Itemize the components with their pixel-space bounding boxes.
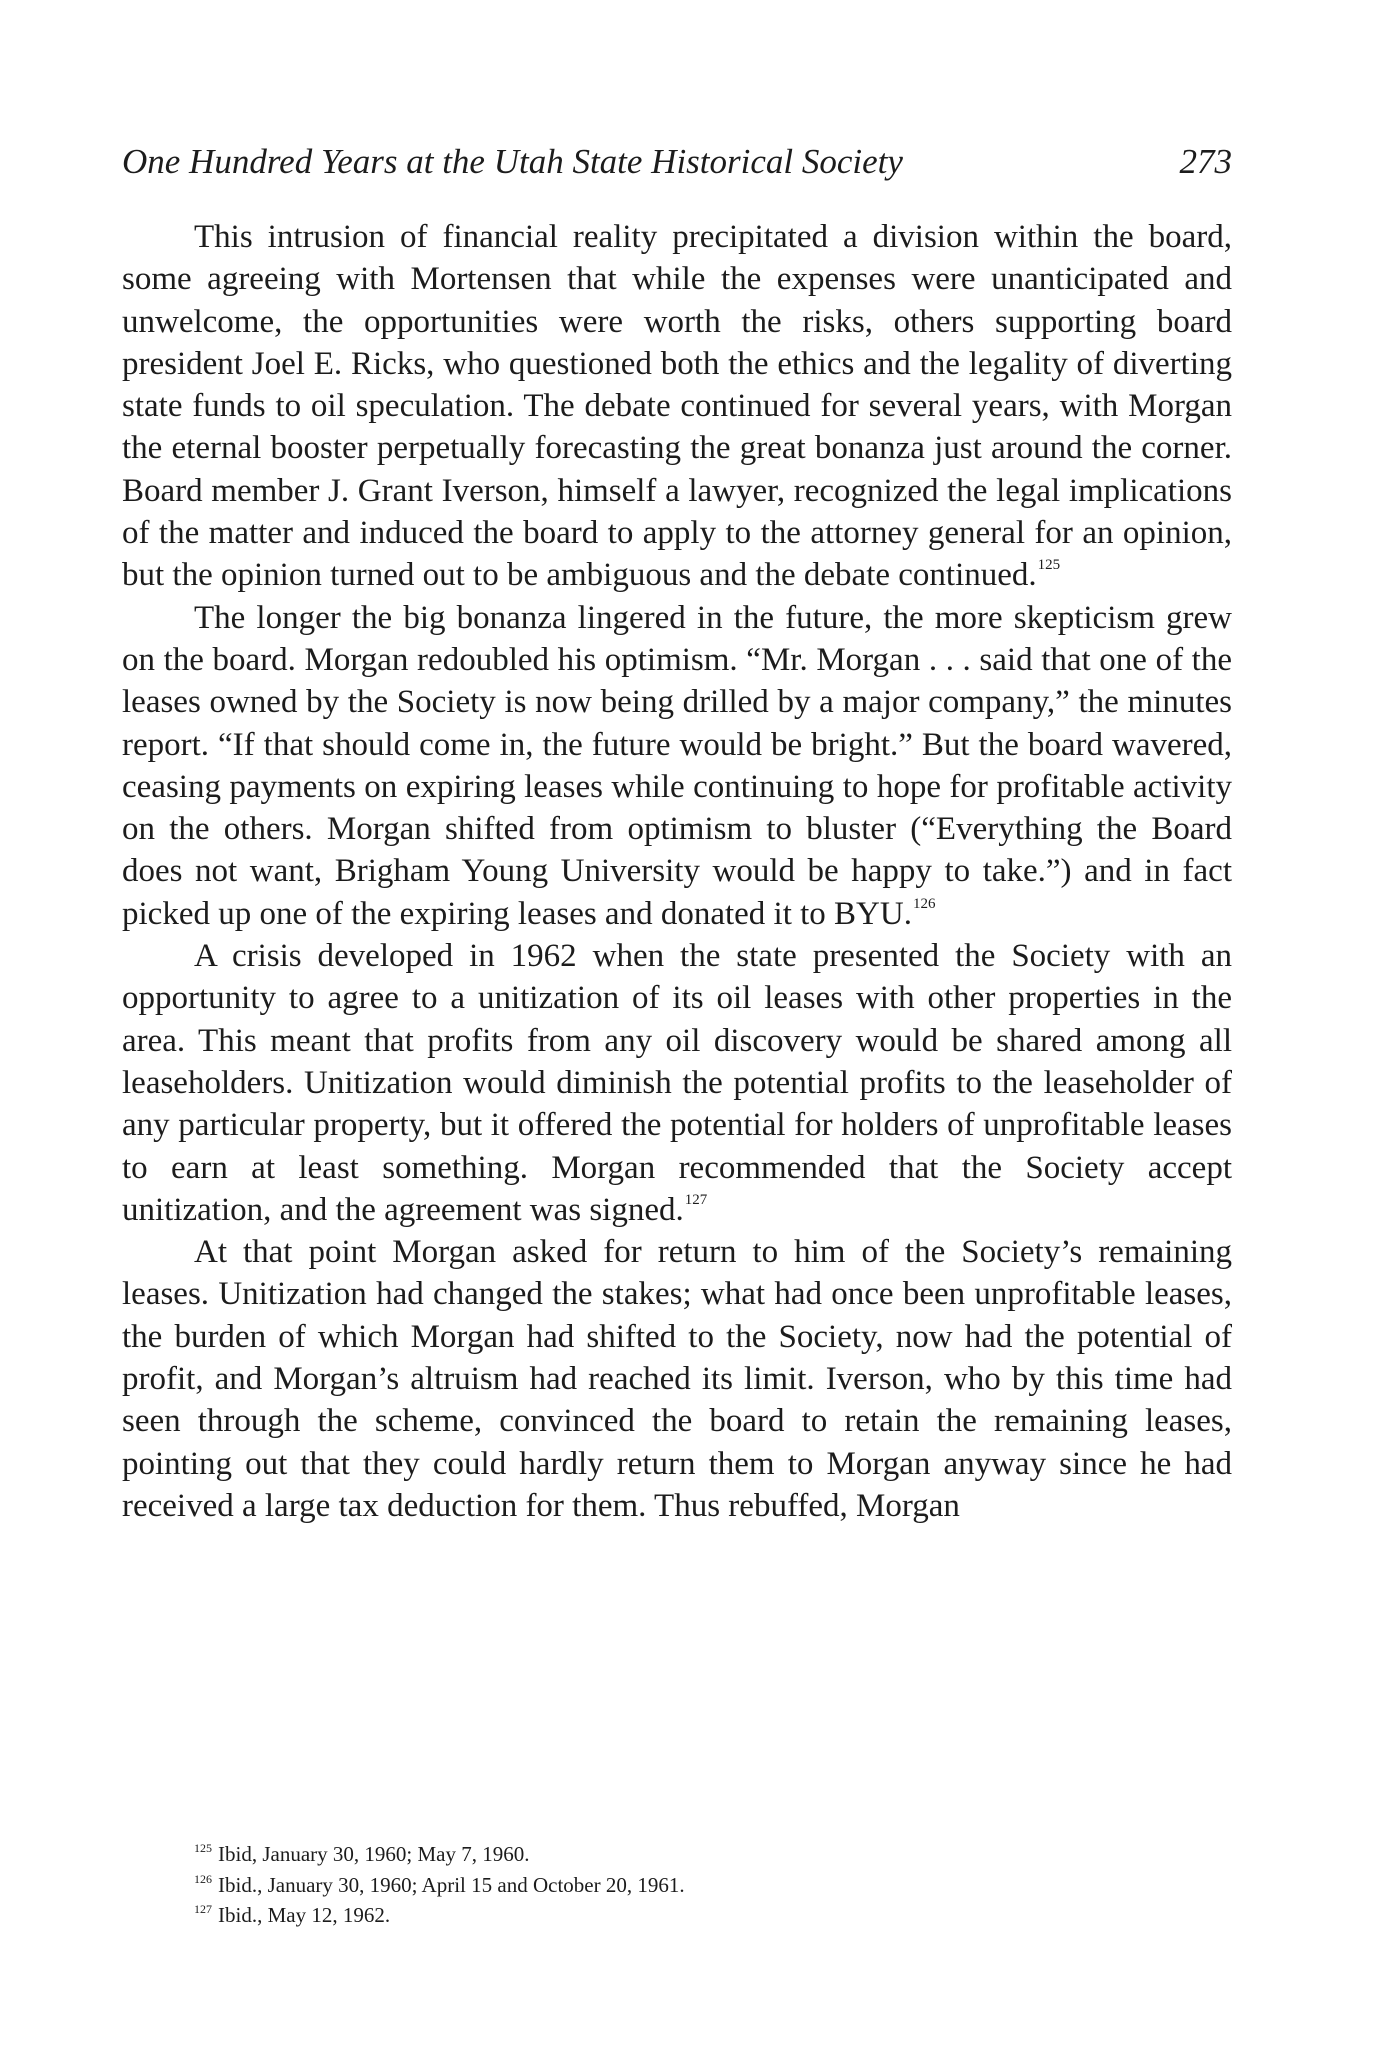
paragraph [122, 1231, 1232, 1527]
footnote-reference: 126 [912, 895, 936, 912]
paragraph-text: The longer the big bonanza lingered in the future, the more skepticism grew on the board. Morgan redoubled his optimism. “Mr. Morgan . . . said that one of the leases owned by the Society is now being drilled by a major company,” the minutes report. “If that should come in, the future would be bright.” But the board wavered, ceasing payments on expiring leases while continuing to hope for profitable activity on the others. Morgan shifted from optimism to bluster (“Everything the Board does not want, Brigham Young University would be happy to take.”) and in fact picked up one of the expiring leases and donated it to BYU. [122, 599, 1232, 932]
paragraph [122, 216, 1232, 597]
body-text [122, 216, 1232, 1527]
paragraph [122, 935, 1232, 1231]
paragraph-text: This intrusion of financial reality precipitated a division within the board, some agreeing with Mortensen that while the expenses were unanticipated and unwelcome, the opportunities were worth the risks, others supporting board president Joel E. Ricks, who questioned both the ethics and the legality of diverting state funds to oil speculation. The debate continued for several years, with Morgan the eternal booster perpetually forecasting the great bonanza just around the corner. Board member J. Grant Iverson, himself a lawyer, recognized the legal implications of the matter and induced the board to apply to the attorney general for an opinion, but the opinion turned out to be ambiguous and the debate continued. [122, 219, 1232, 594]
footnotes [194, 1839, 1194, 1931]
footnote-reference: 125 [1037, 557, 1061, 574]
footnote-number: 127 [194, 1902, 212, 1916]
paragraph-text: At that point Morgan asked for return to him of the Society’s remaining leases. Unitization had changed the stakes; what had once been unprofitable leases, the burden of which Morgan had shifted to the Society, now had the potential of profit, and Morgan’s altruism had reached its limit. Iverson, who by this time had seen through the scheme, convinced the board to retain the remaining leases, pointing out that they could hardly return them to Morgan anyway since he had received a large tax deduction for them. Thus rebuffed, Morgan [122, 1234, 1232, 1524]
footnote [194, 1839, 1194, 1870]
book-page [122, 0, 1232, 2055]
footnote-number: 125 [194, 1841, 212, 1855]
footnote-number: 126 [194, 1871, 212, 1886]
footnote-text: Ibid., January 30, 1960; April 15 and October 20, 1961. [218, 1872, 685, 1897]
footnote [194, 1900, 1194, 1931]
running-title: One Hundred Years at the Utah State Historical Society [122, 142, 903, 181]
footnote-reference: 127 [684, 1191, 708, 1208]
footnote-text: Ibid., May 12, 1962. [218, 1903, 391, 1927]
footnote-text: Ibid, January 30, 1960; May 7, 1960. [218, 1842, 530, 1866]
footnote [194, 1870, 1194, 1901]
paragraph-text: A crisis developed in 1962 when the state presented the Society with an opportunity to agree to a unitization of its oil leases with other properties in the area. This meant that profits from any oil discovery would be shared among all leaseholders. Unitization would diminish the potential profits to the leaseholder of any particular property, but it offered the potential for holders of unprofitable leases to earn at least something. Morgan recommended that the Society accept unitization, and the agreement was signed. [122, 938, 1232, 1228]
page-number: 273 [1179, 142, 1232, 181]
paragraph [122, 597, 1232, 935]
running-head [122, 140, 1232, 184]
